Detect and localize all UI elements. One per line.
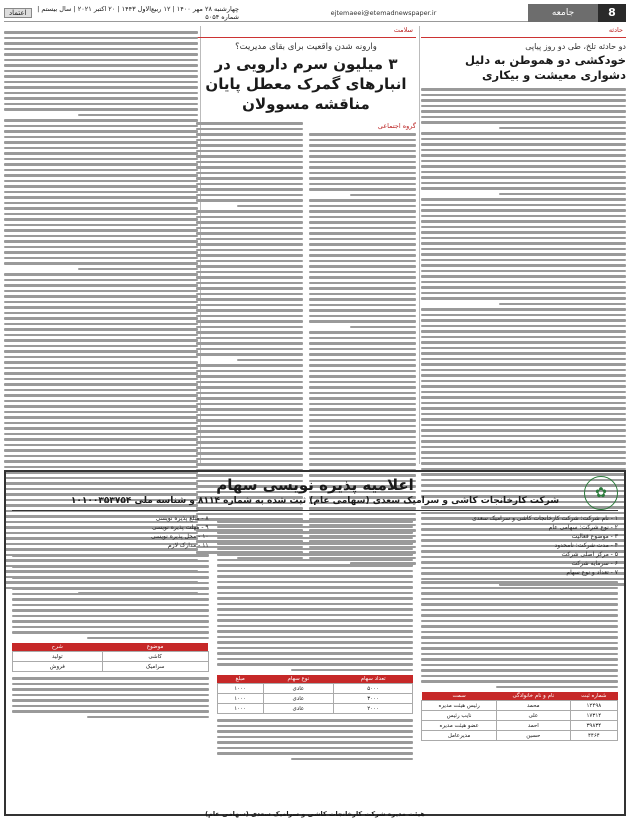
table-cell: عادی (263, 694, 333, 704)
notice-text (12, 554, 209, 639)
left-article (4, 26, 198, 466)
notice-subtitle: شرکت کارخانجات کاشی و سرامیک سعدی (سهامی عام) ثبت شده به شماره ۸۱۱۴ و شناسه ملی ۱۰۱۰۰۳۵۳۷۵۴ (70, 496, 560, 506)
table-row (422, 711, 618, 721)
notice-item: ۶ - سرمایه شرکت (571, 560, 618, 567)
masthead (4, 4, 626, 22)
article-byline: گروه اجتماعی (377, 122, 416, 130)
table-cell: ۱۲۴۹۸ (570, 701, 617, 711)
article-headline[interactable]: ۳ میلیون سرم دارویی در انبارهای گمرک معطل پایان مناقشه مسوولان (205, 55, 407, 113)
table-cell: علی (496, 711, 570, 721)
table-cell: عضو هیئت مدیره (422, 721, 497, 731)
table-header: نوع سهام (263, 675, 333, 684)
notice-body (12, 515, 618, 807)
table-cell: محمد (496, 701, 570, 711)
notice-title: اعلامیه پذیره نویسی سهام (216, 476, 414, 494)
notice-item: ۷ - تعداد و نوع سهام (566, 569, 618, 576)
table-cell: احمد (496, 721, 570, 731)
table-cell: ۵۰۰۰ (333, 684, 412, 694)
article-kicker: حادثه (421, 26, 626, 38)
notice-text (421, 581, 618, 688)
article-supertitle: وارونه شدن واقعیت برای بقای مدیریت؟ (235, 42, 377, 52)
table-cell: تولید (12, 652, 102, 662)
table-row (217, 694, 413, 704)
share-offering-notice (4, 470, 626, 816)
notice-item: ۲ - نوع شرکت: سهامی عام (548, 524, 618, 531)
table-header: مبلغ (217, 675, 263, 684)
company-emblem-icon: ✿ (584, 476, 618, 510)
table-header: موضوع (102, 643, 208, 652)
table-header: شرح (12, 643, 102, 652)
table-cell: ۴۴۶۴ (570, 731, 617, 741)
table-cell: سرامیک (102, 662, 208, 672)
table-cell: ۲۰۰۰ (333, 704, 412, 714)
table-cell: ۱۰۰۰ (217, 694, 263, 704)
table-row (422, 721, 618, 731)
dateline-text: چهارشنبه ۲۸ مهر ۱۴۰۰ | ۱۲ ربیع‌الاول ۱۴۴۳ | ۲۰ اکتبر ۲۰۲۱ | سال بیستم | شماره ۵۰۵۴ (37, 4, 239, 21)
table-row (12, 662, 208, 672)
article-kicker: سلامت (196, 26, 416, 38)
table-header: تعداد سهام (333, 675, 412, 684)
table-cell: کاشی (102, 652, 208, 662)
table-header: شماره ثبت (570, 692, 617, 701)
table-cell: حسین (496, 731, 570, 741)
section-tab[interactable]: جامعه (528, 4, 598, 22)
notice-item: ۱۱ - مدارک لازم (167, 542, 209, 549)
notice-text (217, 520, 414, 671)
notice-text (12, 677, 209, 718)
table-cell: ۳۰۰۰ (333, 694, 412, 704)
table-cell: ۱۷۳۱۴ (570, 711, 617, 721)
notice-text (217, 719, 414, 760)
table-cell: عادی (263, 704, 333, 714)
table-row (217, 684, 413, 694)
table-cell: فروش (12, 662, 102, 672)
table-cell: رئیس هیئت مدیره (422, 701, 497, 711)
article-headline[interactable]: خودکشی دو هموطن به دلیل دشواری معیشت و بیکاری (464, 53, 626, 82)
notice-signature: هیئت مدیره شرکت کارخانجات کاشی و سرامیک سعدی (سهامی عام) (205, 810, 425, 818)
table-row (217, 704, 413, 714)
right-article (421, 26, 626, 466)
newspaper-logo: اعتماد (4, 8, 32, 18)
article-subhead: دو حادثه تلخ، طی دو روز پیاپی (525, 42, 626, 51)
divider (12, 510, 618, 511)
middle-article (196, 26, 416, 466)
subscription-table (12, 643, 209, 672)
table-header: نام و نام خانوادگی (496, 692, 570, 701)
notice-item: ۱ - نام شرکت: شرکت کارخانجات کاشی و سرامیک سعدی (472, 515, 618, 522)
table-cell: ۱۰۰۰ (217, 684, 263, 694)
notice-item: ۸ - مبلغ پذیره نویسی (155, 515, 209, 522)
table-cell: عادی (263, 684, 333, 694)
notice-item: ۱۰ - محل پذیره نویسی (151, 533, 209, 540)
table-cell: مدیرعامل (422, 731, 497, 741)
page-number: 8 (598, 4, 626, 22)
notice-column-middle (217, 515, 414, 807)
table-row (422, 701, 618, 711)
table-cell: ۱۰۰۰ (217, 704, 263, 714)
dateline (4, 5, 239, 21)
notice-column-left (12, 515, 209, 807)
table-cell: نایب رئیس (422, 711, 497, 721)
table-cell: ۳۹۸۳۴ (570, 721, 617, 731)
column-divider (419, 26, 420, 464)
table-header: سمت (422, 692, 497, 701)
contact-email[interactable]: ejtemaeei@etemadnewspaper.ir (330, 8, 437, 17)
table-row (12, 652, 208, 662)
notice-column-right (421, 515, 618, 807)
table-row (422, 731, 618, 741)
notice-item: ۹ - مهلت پذیره نویسی (152, 524, 209, 531)
notice-item: ۴ - مدت شرکت: نامحدود (554, 542, 618, 549)
directors-table (421, 692, 618, 741)
notice-item: ۳ - موضوع فعالیت (571, 533, 618, 540)
shareholders-table (217, 675, 414, 714)
notice-item: ۵ - مرکز اصلی شرکت (561, 551, 618, 558)
